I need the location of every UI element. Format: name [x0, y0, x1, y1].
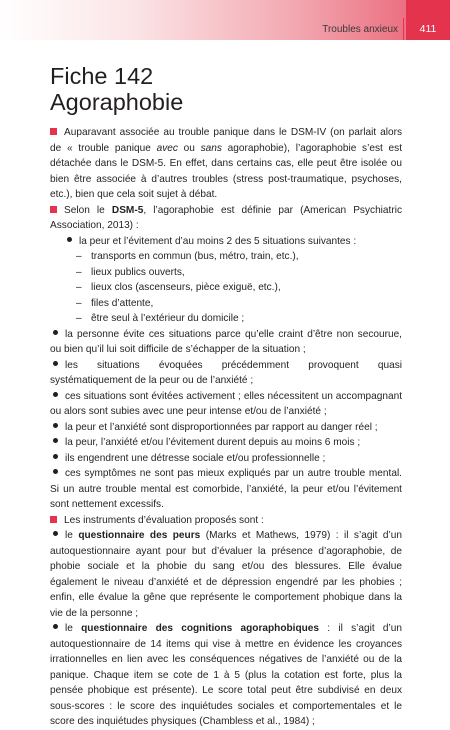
square-bullet-icon: [50, 206, 57, 213]
paragraph-instruments: Les instruments d’évaluation proposés sont :: [50, 513, 402, 529]
title-line-1: Fiche 142: [50, 63, 154, 89]
running-head: Troubles anxieux: [322, 24, 398, 35]
bullet-dot-icon: [67, 237, 72, 242]
list-item: ces situations sont évitées activement ; elles nécessitent un accompagnant ou alors sont subies avec une peur intense et/ou de l’anxiété ;: [50, 390, 402, 417]
list-item: le questionnaire des cognitions agoraphobiques : il s’agit d’un autoquestionnaire de 14 items qui vise à mettre en évidence les croyances irrationnelles en lien avec les conséquences négatives de l’anxiété ou de la panique. Chaque item se cote de 1 à 5 (plus la cotation est forte, plus la pensée phobique est présente). Le score total peut être subdivisé en deux sous-scores : le score des inquiétudes sociales et comportementales et le score des inquiétudes physiques (Chambless et al., 1984) ;: [50, 623, 402, 727]
bullet-dot-icon: [53, 423, 58, 428]
list-item: – files d’attente,: [76, 297, 154, 309]
list-item: ces symptômes ne sont pas mieux expliqués par un autre trouble mental. Si un autre trouble mental est comorbide, l’anxiété, la peur et/ou l’évitement sont nettement excessifs.: [50, 468, 402, 510]
bullet-dot-icon: [53, 531, 58, 536]
page-title: [50, 63, 183, 115]
page-number-box: [406, 0, 450, 40]
paragraph-dsm5: Selon le DSM-5, l’agoraphobie est définie par (American Psychiatric Association, 2013) :: [50, 204, 402, 231]
list-item: les situations évoquées précédemment provoquent quasi systématiquement de la peur ou de l’anxiété ;: [50, 359, 402, 386]
header-divider: [403, 18, 404, 40]
square-bullet-icon: [50, 128, 57, 135]
list-item: ils engendrent une détresse sociale et/ou professionnelle ;: [50, 451, 402, 467]
list-item: la peur et l’anxiété sont disproportionnées par rapport au danger réel ;: [50, 420, 402, 436]
bullet-dot-icon: [53, 392, 58, 397]
bullet-dot-icon: [53, 624, 58, 629]
list-item: – lieux publics ouverts,: [76, 266, 185, 278]
bullet-dot-icon: [53, 361, 58, 366]
list-item: la personne évite ces situations parce qu’elle craint d’être non secourue, ou bien qu’il lui soit difficile de s’échapper de la situation ;: [50, 328, 402, 355]
paragraph-intro: Auparavant associée au trouble panique dans le DSM-IV (on parlait alors de « trouble panique avec ou sans agoraphobie), l’agoraphobie s’est est détachée dans le DSM-5. En effet, dans certains cas, elle peut être isolée ou bien être associée à d’autres troubles (stress post-traumatique, psychoses, etc.), bien que cela soit sujet à débat.: [50, 127, 402, 200]
bullet-dot-icon: [53, 438, 58, 443]
title-line-2: Agoraphobie: [50, 89, 184, 115]
page-body: [50, 125, 402, 730]
list-item: la peur et l’évitement d’au moins 2 des 5 situations suivantes :: [50, 234, 402, 250]
bullet-dot-icon: [53, 454, 58, 459]
list-item: – transports en commun (bus, métro, train, etc.),: [76, 251, 299, 262]
list-item: la peur, l’anxiété et/ou l’évitement durent depuis au moins 6 mois ;: [50, 435, 402, 451]
bullet-dot-icon: [53, 469, 58, 474]
square-bullet-icon: [50, 516, 57, 523]
bullet-dot-icon: [53, 330, 58, 335]
list-item: le questionnaire des peurs (Marks et Mathews, 1979) : il s’agit d’un autoquestionnaire ayant pour but d’évaluer la présence d’agoraphobie, de phobie sociale et la phobie du sang et/ou des blessures. Elle évalue également le niveau d’anxiété et de dépression engendré par les phobies ; enfin, elle évalue la gêne que représente le comportement phobique dans la vie de la personne ;: [50, 530, 403, 619]
criteria-list: [50, 234, 402, 513]
instruments-list: [50, 528, 402, 730]
list-item: – lieux clos (ascenseurs, pièce exiguë, etc.),: [76, 282, 281, 293]
page-number: 411: [419, 23, 437, 35]
list-item: – être seul à l’extérieur du domicile ;: [76, 313, 245, 324]
